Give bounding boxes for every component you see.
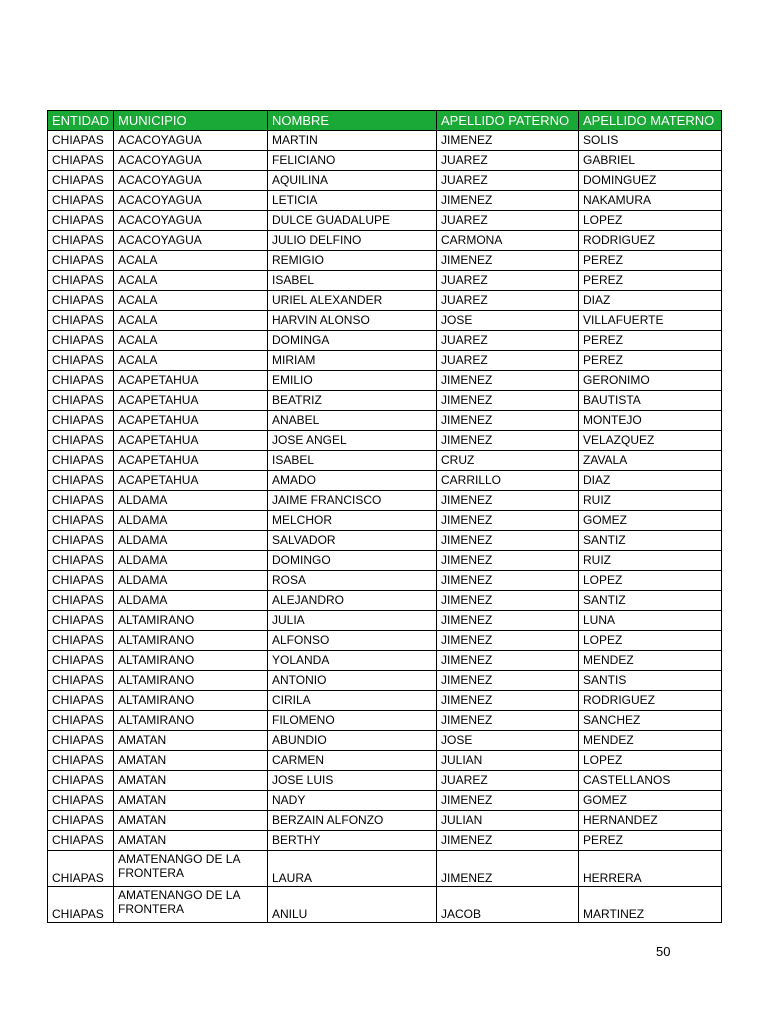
cell-apellido-paterno: JACOB <box>437 887 579 923</box>
cell-nombre: JULIO DELFINO <box>268 231 437 251</box>
cell-municipio: ALTAMIRANO <box>114 691 268 711</box>
table-row <box>48 811 722 831</box>
cell-municipio: ACALA <box>114 311 268 331</box>
table-row <box>48 651 722 671</box>
cell-apellido-paterno: JIMENEZ <box>437 131 579 151</box>
cell-apellido-materno: PEREZ <box>579 271 722 291</box>
cell-apellido-paterno: JOSE <box>437 731 579 751</box>
table-row <box>48 791 722 811</box>
cell-apellido-paterno: JIMENEZ <box>437 551 579 571</box>
cell-entidad: CHIAPAS <box>48 291 114 311</box>
cell-apellido-materno: HERRERA <box>579 851 722 887</box>
table-row <box>48 491 722 511</box>
cell-apellido-paterno: JIMENEZ <box>437 371 579 391</box>
cell-apellido-paterno: JIMENEZ <box>437 851 579 887</box>
cell-apellido-materno: GOMEZ <box>579 791 722 811</box>
cell-nombre: BERTHY <box>268 831 437 851</box>
cell-apellido-paterno: CARMONA <box>437 231 579 251</box>
cell-apellido-materno: PEREZ <box>579 831 722 851</box>
table-row <box>48 551 722 571</box>
cell-municipio: ALDAMA <box>114 511 268 531</box>
cell-entidad: CHIAPAS <box>48 311 114 331</box>
cell-apellido-paterno: JIMENEZ <box>437 651 579 671</box>
cell-nombre: ISABEL <box>268 451 437 471</box>
table-row <box>48 291 722 311</box>
table-row <box>48 151 722 171</box>
cell-entidad: CHIAPAS <box>48 491 114 511</box>
cell-entidad: CHIAPAS <box>48 887 114 923</box>
cell-entidad: CHIAPAS <box>48 811 114 831</box>
cell-apellido-materno: PEREZ <box>579 331 722 351</box>
cell-municipio: ALDAMA <box>114 591 268 611</box>
cell-apellido-materno: RUIZ <box>579 491 722 511</box>
cell-apellido-materno: CASTELLANOS <box>579 771 722 791</box>
cell-municipio: AMATAN <box>114 831 268 851</box>
cell-municipio: ALDAMA <box>114 571 268 591</box>
cell-apellido-materno: LOPEZ <box>579 571 722 591</box>
cell-municipio: ALDAMA <box>114 531 268 551</box>
cell-apellido-materno: VELAZQUEZ <box>579 431 722 451</box>
cell-apellido-paterno: JIMENEZ <box>437 611 579 631</box>
cell-nombre: FILOMENO <box>268 711 437 731</box>
table-header-row <box>48 111 722 131</box>
cell-apellido-paterno: JUAREZ <box>437 211 579 231</box>
cell-entidad: CHIAPAS <box>48 611 114 631</box>
cell-entidad: CHIAPAS <box>48 571 114 591</box>
cell-apellido-paterno: JIMENEZ <box>437 511 579 531</box>
cell-nombre: BEATRIZ <box>268 391 437 411</box>
cell-nombre: ROSA <box>268 571 437 591</box>
cell-municipio: ACACOYAGUA <box>114 231 268 251</box>
table-row <box>48 731 722 751</box>
table-row <box>48 211 722 231</box>
cell-nombre: BERZAIN ALFONZO <box>268 811 437 831</box>
cell-nombre: LETICIA <box>268 191 437 211</box>
cell-municipio: ALTAMIRANO <box>114 611 268 631</box>
cell-apellido-materno: RODRIGUEZ <box>579 231 722 251</box>
cell-apellido-materno: ZAVALA <box>579 451 722 471</box>
data-table <box>47 110 722 923</box>
cell-municipio: ACAPETAHUA <box>114 371 268 391</box>
cell-apellido-materno: LOPEZ <box>579 751 722 771</box>
cell-municipio: AMATAN <box>114 791 268 811</box>
cell-entidad: CHIAPAS <box>48 651 114 671</box>
cell-apellido-materno: LOPEZ <box>579 211 722 231</box>
cell-nombre: FELICIANO <box>268 151 437 171</box>
cell-apellido-paterno: JUAREZ <box>437 771 579 791</box>
table-row <box>48 271 722 291</box>
cell-nombre: URIEL ALEXANDER <box>268 291 437 311</box>
table-row <box>48 251 722 271</box>
table-row <box>48 611 722 631</box>
cell-entidad: CHIAPAS <box>48 551 114 571</box>
cell-municipio: ACALA <box>114 271 268 291</box>
cell-entidad: CHIAPAS <box>48 251 114 271</box>
cell-municipio: AMATAN <box>114 811 268 831</box>
table-row <box>48 591 722 611</box>
cell-municipio: ACACOYAGUA <box>114 151 268 171</box>
header-municipio: MUNICIPIO <box>114 111 268 131</box>
cell-apellido-materno: MONTEJO <box>579 411 722 431</box>
header-entidad: ENTIDAD <box>48 111 114 131</box>
cell-apellido-paterno: JIMENEZ <box>437 411 579 431</box>
table-row <box>48 371 722 391</box>
cell-apellido-materno: LOPEZ <box>579 631 722 651</box>
cell-municipio: ACACOYAGUA <box>114 131 268 151</box>
cell-apellido-materno: SOLIS <box>579 131 722 151</box>
table-row <box>48 171 722 191</box>
table-row <box>48 351 722 371</box>
cell-nombre: LAURA <box>268 851 437 887</box>
table-row <box>48 571 722 591</box>
cell-nombre: SALVADOR <box>268 531 437 551</box>
cell-apellido-paterno: JUAREZ <box>437 351 579 371</box>
cell-entidad: CHIAPAS <box>48 411 114 431</box>
cell-apellido-paterno: JUAREZ <box>437 271 579 291</box>
cell-apellido-materno: GOMEZ <box>579 511 722 531</box>
cell-entidad: CHIAPAS <box>48 531 114 551</box>
cell-apellido-paterno: JUAREZ <box>437 291 579 311</box>
cell-apellido-paterno: JULIAN <box>437 751 579 771</box>
cell-apellido-paterno: JIMENEZ <box>437 591 579 611</box>
cell-municipio: AMATENANGO DE LA FRONTERA <box>114 887 268 923</box>
table-row <box>48 851 722 887</box>
table-row <box>48 771 722 791</box>
cell-municipio: ALDAMA <box>114 491 268 511</box>
cell-apellido-materno: DIAZ <box>579 291 722 311</box>
cell-apellido-paterno: JIMENEZ <box>437 791 579 811</box>
cell-apellido-materno: PEREZ <box>579 351 722 371</box>
cell-apellido-materno: GERONIMO <box>579 371 722 391</box>
table-row <box>48 451 722 471</box>
cell-entidad: CHIAPAS <box>48 171 114 191</box>
cell-municipio: AMATENANGO DE LA FRONTERA <box>114 851 268 887</box>
header-apellido-paterno: APELLIDO PATERNO <box>437 111 579 131</box>
cell-municipio: ACAPETAHUA <box>114 431 268 451</box>
cell-apellido-paterno: JIMENEZ <box>437 711 579 731</box>
cell-apellido-paterno: JIMENEZ <box>437 431 579 451</box>
cell-nombre: EMILIO <box>268 371 437 391</box>
cell-entidad: CHIAPAS <box>48 271 114 291</box>
cell-apellido-paterno: JIMENEZ <box>437 691 579 711</box>
cell-apellido-materno: NAKAMURA <box>579 191 722 211</box>
table-row <box>48 411 722 431</box>
cell-entidad: CHIAPAS <box>48 191 114 211</box>
table-row <box>48 751 722 771</box>
cell-apellido-paterno: JIMENEZ <box>437 831 579 851</box>
cell-apellido-materno: RUIZ <box>579 551 722 571</box>
cell-apellido-materno: SANTIZ <box>579 591 722 611</box>
cell-municipio: AMATAN <box>114 751 268 771</box>
cell-municipio: ALTAMIRANO <box>114 631 268 651</box>
table-row <box>48 231 722 251</box>
cell-nombre: AQUILINA <box>268 171 437 191</box>
cell-municipio: ALTAMIRANO <box>114 671 268 691</box>
cell-nombre: JULIA <box>268 611 437 631</box>
cell-municipio: ACAPETAHUA <box>114 471 268 491</box>
cell-entidad: CHIAPAS <box>48 211 114 231</box>
cell-entidad: CHIAPAS <box>48 791 114 811</box>
cell-apellido-materno: MENDEZ <box>579 731 722 751</box>
cell-nombre: MARTIN <box>268 131 437 151</box>
cell-municipio: ACAPETAHUA <box>114 451 268 471</box>
cell-municipio: AMATAN <box>114 771 268 791</box>
cell-apellido-paterno: CRUZ <box>437 451 579 471</box>
cell-nombre: MIRIAM <box>268 351 437 371</box>
cell-municipio: ACALA <box>114 291 268 311</box>
cell-apellido-paterno: JIMENEZ <box>437 191 579 211</box>
cell-nombre: REMIGIO <box>268 251 437 271</box>
cell-nombre: JOSE LUIS <box>268 771 437 791</box>
cell-entidad: CHIAPAS <box>48 831 114 851</box>
table-row <box>48 631 722 651</box>
cell-apellido-paterno: JIMENEZ <box>437 391 579 411</box>
table-body <box>48 131 722 923</box>
cell-entidad: CHIAPAS <box>48 751 114 771</box>
cell-entidad: CHIAPAS <box>48 591 114 611</box>
cell-apellido-materno: SANCHEZ <box>579 711 722 731</box>
cell-entidad: CHIAPAS <box>48 391 114 411</box>
cell-nombre: ANILU <box>268 887 437 923</box>
table-row <box>48 887 722 923</box>
table-row <box>48 471 722 491</box>
cell-apellido-paterno: CARRILLO <box>437 471 579 491</box>
cell-apellido-paterno: JIMENEZ <box>437 631 579 651</box>
table-row <box>48 671 722 691</box>
cell-apellido-materno: MENDEZ <box>579 651 722 671</box>
cell-nombre: DULCE GUADALUPE <box>268 211 437 231</box>
header-nombre: NOMBRE <box>268 111 437 131</box>
cell-apellido-paterno: JUAREZ <box>437 151 579 171</box>
cell-nombre: AMADO <box>268 471 437 491</box>
cell-entidad: CHIAPAS <box>48 431 114 451</box>
cell-apellido-materno: RODRIGUEZ <box>579 691 722 711</box>
cell-municipio: ACACOYAGUA <box>114 191 268 211</box>
cell-apellido-materno: BAUTISTA <box>579 391 722 411</box>
cell-municipio: ACAPETAHUA <box>114 391 268 411</box>
cell-apellido-materno: PEREZ <box>579 251 722 271</box>
cell-nombre: JAIME FRANCISCO <box>268 491 437 511</box>
cell-municipio: AMATAN <box>114 731 268 751</box>
cell-municipio: ACACOYAGUA <box>114 171 268 191</box>
cell-nombre: HARVIN ALONSO <box>268 311 437 331</box>
cell-apellido-paterno: JUAREZ <box>437 171 579 191</box>
cell-apellido-materno: GABRIEL <box>579 151 722 171</box>
table-row <box>48 391 722 411</box>
cell-nombre: NADY <box>268 791 437 811</box>
cell-apellido-paterno: JIMENEZ <box>437 251 579 271</box>
cell-apellido-paterno: JIMENEZ <box>437 571 579 591</box>
cell-municipio: ACAPETAHUA <box>114 411 268 431</box>
cell-entidad: CHIAPAS <box>48 151 114 171</box>
cell-municipio: ACACOYAGUA <box>114 211 268 231</box>
table-row <box>48 691 722 711</box>
cell-apellido-materno: DIAZ <box>579 471 722 491</box>
table-row <box>48 831 722 851</box>
cell-municipio: ALTAMIRANO <box>114 711 268 731</box>
cell-municipio: ALTAMIRANO <box>114 651 268 671</box>
cell-apellido-paterno: JIMENEZ <box>437 671 579 691</box>
cell-entidad: CHIAPAS <box>48 711 114 731</box>
cell-entidad: CHIAPAS <box>48 351 114 371</box>
cell-apellido-paterno: JIMENEZ <box>437 531 579 551</box>
table-row <box>48 331 722 351</box>
cell-apellido-paterno: JULIAN <box>437 811 579 831</box>
cell-nombre: DOMINGA <box>268 331 437 351</box>
cell-apellido-materno: VILLAFUERTE <box>579 311 722 331</box>
table-row <box>48 431 722 451</box>
cell-nombre: ANTONIO <box>268 671 437 691</box>
cell-nombre: ABUNDIO <box>268 731 437 751</box>
cell-apellido-materno: LUNA <box>579 611 722 631</box>
cell-nombre: CARMEN <box>268 751 437 771</box>
table-row <box>48 311 722 331</box>
cell-apellido-paterno: JOSE <box>437 311 579 331</box>
table-row <box>48 531 722 551</box>
cell-entidad: CHIAPAS <box>48 851 114 887</box>
cell-municipio: ALDAMA <box>114 551 268 571</box>
cell-entidad: CHIAPAS <box>48 371 114 391</box>
cell-entidad: CHIAPAS <box>48 771 114 791</box>
cell-apellido-materno: SANTIZ <box>579 531 722 551</box>
cell-municipio: ACALA <box>114 331 268 351</box>
cell-entidad: CHIAPAS <box>48 731 114 751</box>
cell-nombre: MELCHOR <box>268 511 437 531</box>
cell-nombre: ALFONSO <box>268 631 437 651</box>
cell-nombre: ANABEL <box>268 411 437 431</box>
cell-entidad: CHIAPAS <box>48 511 114 531</box>
cell-municipio: ACALA <box>114 251 268 271</box>
table-row <box>48 511 722 531</box>
cell-nombre: JOSE ANGEL <box>268 431 437 451</box>
cell-entidad: CHIAPAS <box>48 231 114 251</box>
cell-entidad: CHIAPAS <box>48 631 114 651</box>
cell-entidad: CHIAPAS <box>48 131 114 151</box>
cell-apellido-materno: DOMINGUEZ <box>579 171 722 191</box>
table-row <box>48 131 722 151</box>
cell-entidad: CHIAPAS <box>48 671 114 691</box>
cell-nombre: ISABEL <box>268 271 437 291</box>
cell-apellido-materno: HERNANDEZ <box>579 811 722 831</box>
cell-nombre: YOLANDA <box>268 651 437 671</box>
cell-municipio: ACALA <box>114 351 268 371</box>
cell-nombre: CIRILA <box>268 691 437 711</box>
cell-entidad: CHIAPAS <box>48 331 114 351</box>
cell-nombre: DOMINGO <box>268 551 437 571</box>
cell-entidad: CHIAPAS <box>48 451 114 471</box>
header-apellido-materno: APELLIDO MATERNO <box>579 111 722 131</box>
cell-apellido-paterno: JUAREZ <box>437 331 579 351</box>
cell-apellido-paterno: JIMENEZ <box>437 491 579 511</box>
cell-entidad: CHIAPAS <box>48 471 114 491</box>
cell-apellido-materno: SANTIS <box>579 671 722 691</box>
table-row <box>48 191 722 211</box>
cell-apellido-materno: MARTINEZ <box>579 887 722 923</box>
page-number: 50 <box>656 944 671 959</box>
table-row <box>48 711 722 731</box>
cell-entidad: CHIAPAS <box>48 691 114 711</box>
cell-nombre: ALEJANDRO <box>268 591 437 611</box>
